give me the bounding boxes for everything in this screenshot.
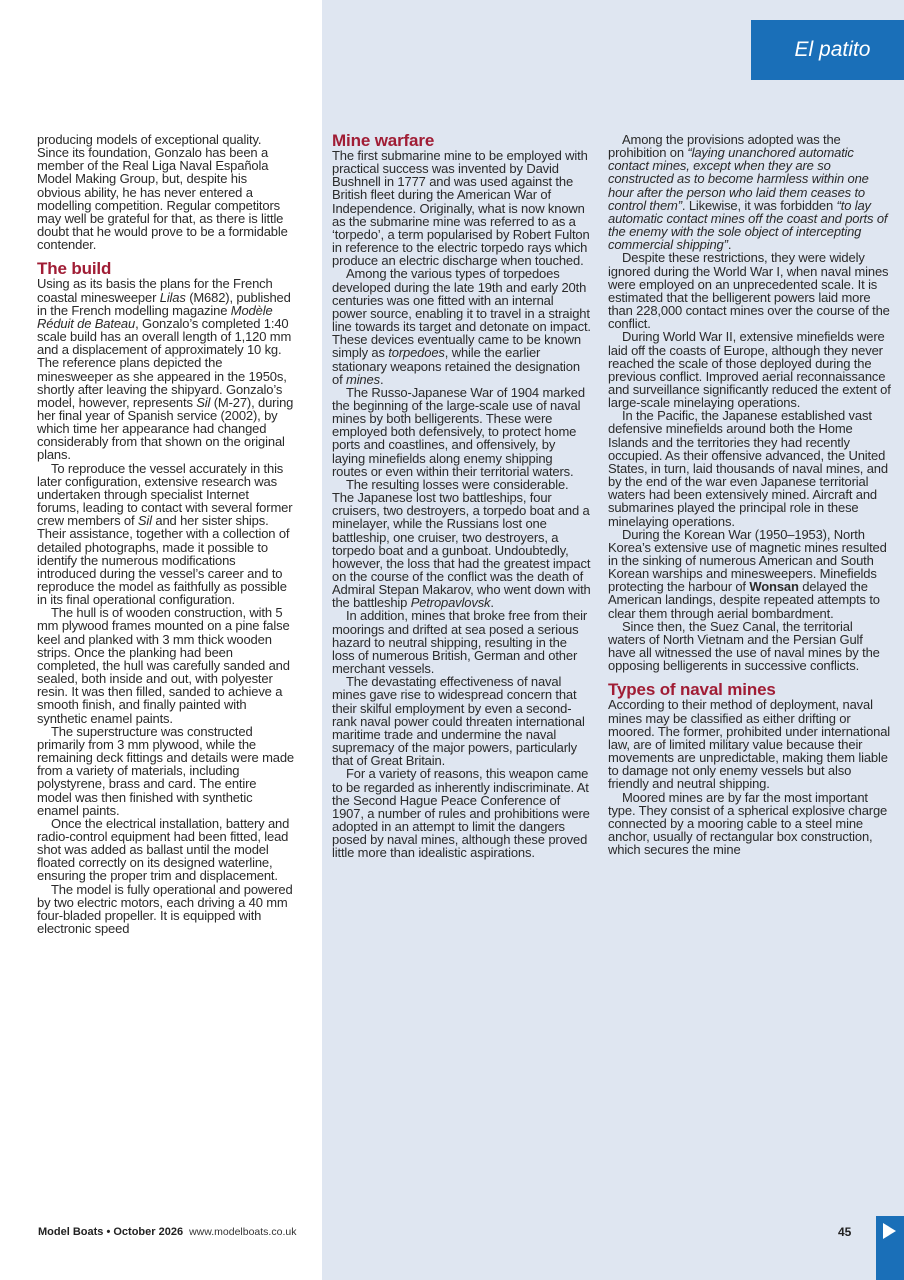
paragraph: Using as its basis the plans for the French coastal minesweeper Lilas (M682), published in the French modelling magazine Modèle Réduit de Bateau, Gonzalo’s completed 1:40 scale build has an overall length of 1,120 mm and a displacement of approximately 10 kg. The reference plans depicted the minesweeper as she appeared in the 1950s, shortly after leaving the shipyard. Gonzalo’s model, however, represents Sil (M-27), during her final year of Spanish service (2002), by which time her appearance had changed considerably from that shown on the original plans. [37,276,294,463]
paragraph: Among the various types of torpedoes developed during the late 19th and early 20th centuries was one fitted with an internal power source, enabling it to travel in a straight line towards its target and detonate on impact. These devices eventually came to be known simply as torpedoes, while the earlier stationary weapons retained the designation of mines. [332,266,591,387]
paragraph: During the Korean War (1950–1953), North Korea’s extensive use of magnetic mines resulted in the sinking of numerous American and South Korean warships and minesweepers. Minefields protecting the harbour of Wonsan delayed the American landings, despite repeated attempts to clear them through aerial bombardment. [608,526,887,621]
section-tab-label: El patito [794,38,871,61]
paragraph: Among the provisions adopted was the prohibition on “laying unanchored automatic contact mines, except when they are so constructed as to become harmless within one hour after the person who laid them ceases to control them”. Likewise, it was forbidden “to lay automatic contact mines off the coast and ports of the enemy with the sole object of intercepting commercial shipping”. [608,132,888,253]
paragraph: According to their method of deployment, naval mines may be classified as either drifting or moored. The former, prohibited under international law, are of limited military value because their movements are unpredictable, making them liable to damage not only enemy vessels but also friendly and neutral shipping. [608,697,891,792]
paragraph: Once the electrical installation, battery and radio-control equipment had been fitted, lead shot was added as ballast until the model floated correctly on its designed waterline, ensuring the proper trim and displacement. [37,815,290,884]
column-left [37,133,294,935]
section-tab [751,20,904,80]
paragraph: The first submarine mine to be employed with practical success was invented by David Bushnell in 1777 and was used against the British fleet during the American War of Independence. Originally, what is now known as the submarine mine was referred to as a ‘torpedo’, a term popularised by Robert Fulton in reference to the electric torpedo rays which produce an electric discharge when touched. [332,148,590,269]
page-number: 45 [838,1225,852,1239]
paragraph: Since then, the Suez Canal, the territorial waters of North Vietnam and the Persian Gulf have all witnessed the use of naval mines by the opposing belligerents in successive conflicts. [608,618,880,674]
next-page-tab[interactable] [876,1216,904,1280]
paragraph: The superstructure was constructed primarily from 3 mm plywood, while the remaining deck fittings and details were made from a variety of materials, including polystyrene, brass and card. The entire model was then finished with synthetic enamel paints. [37,723,295,818]
section-heading-the-build: The build [37,259,112,279]
page-footer [38,1226,296,1238]
paragraph: To reproduce the vessel accurately in this later configuration, extensive research was undertaken through specialist Internet forums, leading to contact with several former crew members of Sil and her sister ships. Their assistance, together with a collection of detailed photographs, made it possible to identify the numerous modifications introduced during the vessel’s career and to reproduce the model as faithfully as possible in its final operational configuration. [37,460,293,608]
paragraph: Moored mines are by far the most important type. They consist of a spherical explosive charge connected by a mooring cable to a steel mine anchor, usually of rectangular box construction, which secures the mine [608,789,888,858]
paragraph: The model is fully operational and powered by two electric motors, each driving a 40 mm four-bladed propeller. It is equipped with electronic speed [37,881,293,937]
website-url: www.modelboats.co.uk [189,1226,297,1238]
paragraph: producing models of exceptional quality. Since its foundation, Gonzalo has been a member of the Real Liga Naval Española Model Making Group, but, despite his obvious ability, he has never entered a modelling competition. Regular competitors may well be grateful for that, as there is little doubt that he would prove to be a formidable contender. [37,132,288,253]
paragraph: The Russo-Japanese War of 1904 marked the beginning of the large-scale use of naval mines by both belligerents. These were employed both defensively, to protect home ports and coastlines, and offensively, by laying minefields along enemy shipping routes or even within their territorial waters. [332,384,585,479]
column-middle [332,132,591,859]
column-right [608,133,893,856]
paragraph: The resulting losses were considerable. The Japanese lost two battleships, four cruisers, two destroyers, a torpedo boat and a minelayer, while the Russians lost one battleship, one cruiser, two destroyers, a torpedo boat and a gunboat. Undoubtedly, however, the loss that had the greatest impact on the course of the conflict was the death of Admiral Stepan Makarov, who went down with the battleship Petropavlovsk. [332,476,591,611]
section-heading-mine-warfare: Mine warfare [332,131,435,150]
paragraph: In addition, mines that broke free from their moorings and drifted at sea posed a serious hazard to neutral shipping, resulting in the loss of numerous British, German and other merchant vessels. [332,608,588,677]
paragraph: Despite these restrictions, they were widely ignored during the World War I, when naval mines were employed on an unprecedented scale. It is estimated that the belligerent powers laid more than 228,000 contact mines over the course of the conflict. [608,250,890,332]
paragraph: The hull is of wooden construction, with 5 mm plywood frames mounted on a pine false keel and planked with 3 mm thick wooden strips. Once the planking had been completed, the hull was carefully sanded and sealed, both inside and out, with polyester resin. It was then filled, sanded to achieve a smooth finish, and finally painted with synthetic enamel paints. [37,605,290,726]
section-heading-types-of-naval-mines: Types of naval mines [608,680,776,700]
triangle-right-icon [883,1223,896,1239]
paragraph: In the Pacific, the Japanese established vast defensive minefields around both the Home Islands and the territories they had recently occupied. As their offensive advanced, the United States, in turn, laid thousands of naval mines, and by the end of the war even Japanese territorial waters had been extensively mined. Aircraft and submarines played the principal role in these minelaying operations. [608,408,888,529]
paragraph: The devastating effectiveness of naval mines gave rise to widespread concern that their skilful employment by even a second-rank naval power could threaten international maritime trade and undermine the naval supremacy of the major powers, particularly that of Great Britain. [332,674,585,769]
paragraph: During World War II, extensive minefields were laid off the coasts of Europe, although they never reached the scale of those deployed during the previous conflict. Improved aerial reconnaissance and surveillance significantly reduced the extent of large-scale minelaying operations. [608,329,891,411]
paragraph: For a variety of reasons, this weapon came to be regarded as inherently indiscriminate. At the Second Hague Peace Conference of 1907, a number of rules and prohibitions were adopted in an attempt to limit the dangers posed by naval mines, although these proved little more than idealistic aspirations. [332,766,590,861]
magazine-issue: Model Boats • October 2026 [38,1226,184,1238]
